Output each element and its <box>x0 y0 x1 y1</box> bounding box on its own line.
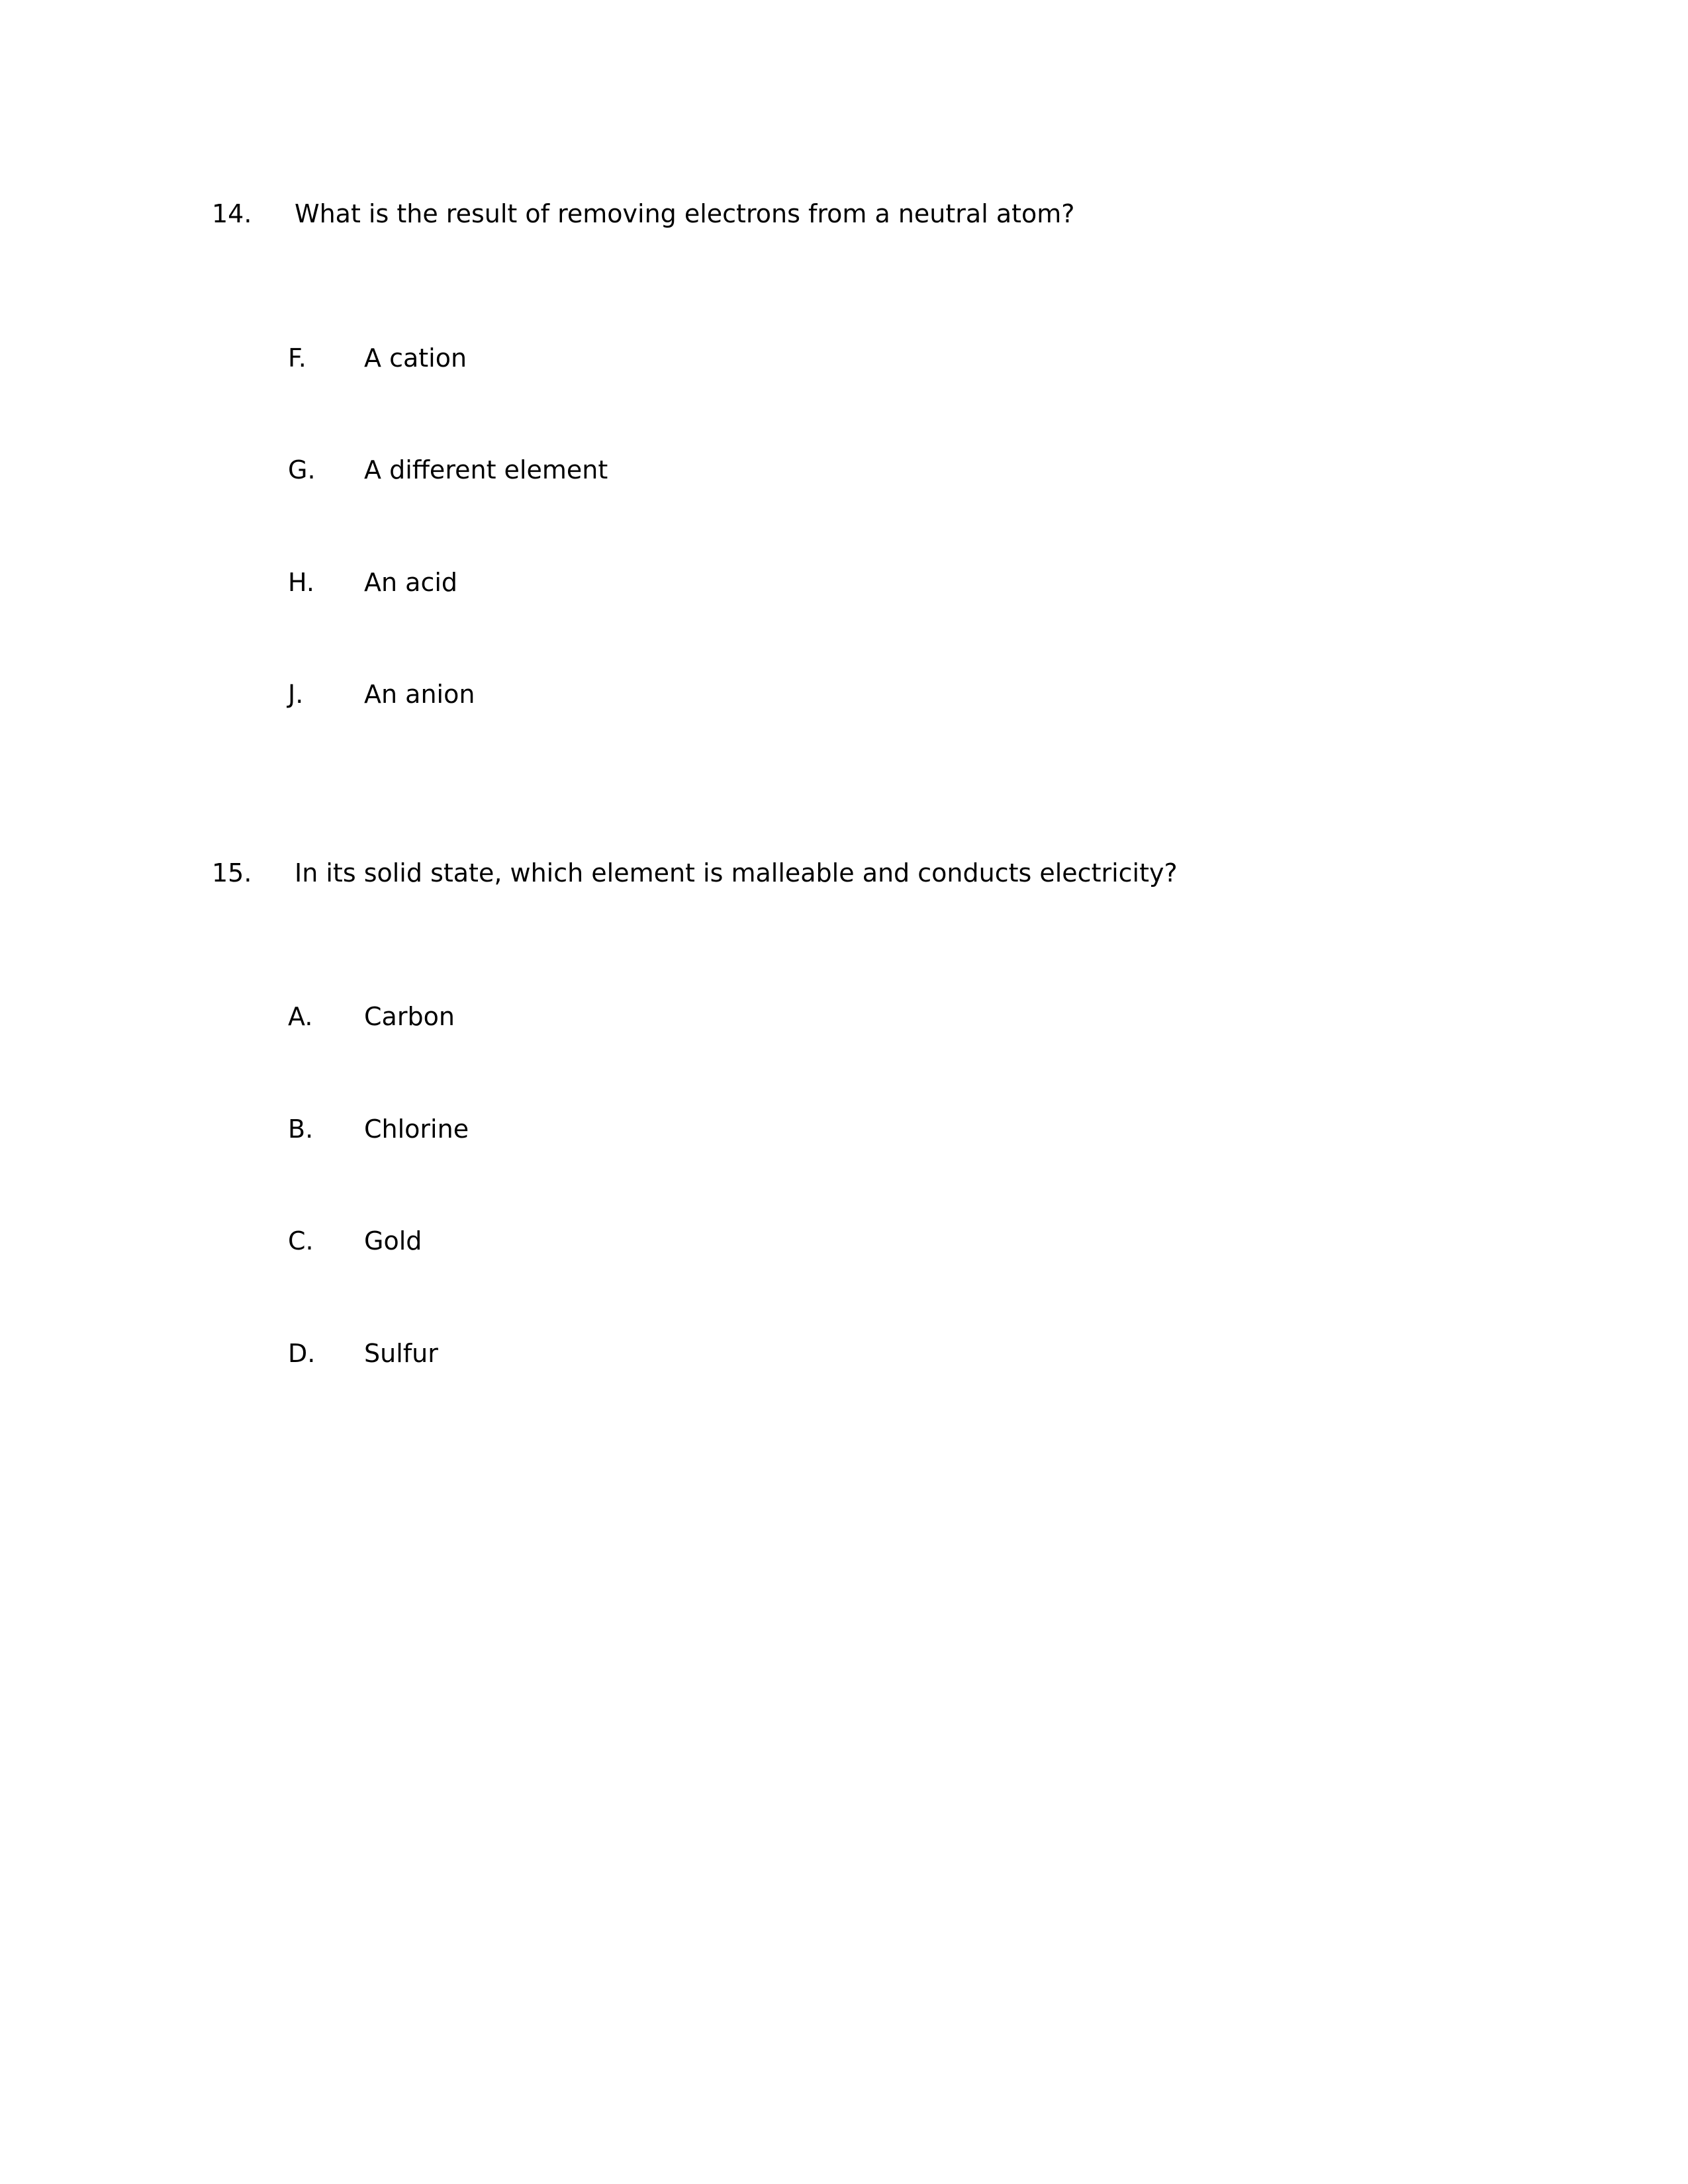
choice-letter: C. <box>288 1226 314 1255</box>
question-text: In its solid state, which element is malleable and conducts electricity? <box>295 858 1178 887</box>
answer-choices <box>212 343 1470 711</box>
question-number: 15. <box>212 858 252 887</box>
question-prompt <box>212 858 1470 889</box>
choice-text: Carbon <box>364 1002 455 1031</box>
answer-choice[interactable] <box>212 1114 1470 1146</box>
choice-text: An anion <box>364 680 475 709</box>
choice-text: Gold <box>364 1226 422 1255</box>
choice-text: A cation <box>364 343 467 373</box>
choice-text: Chlorine <box>364 1114 469 1144</box>
choice-letter: G. <box>288 455 316 484</box>
question-list <box>212 199 1470 1450</box>
question-number: 14. <box>212 199 252 228</box>
choice-text: Sulfur <box>364 1338 438 1368</box>
choice-letter: B. <box>288 1114 314 1144</box>
answer-choice[interactable] <box>212 1226 1470 1257</box>
question-text: What is the result of removing electrons from a neutral atom? <box>295 199 1075 228</box>
choice-letter: J. <box>288 680 304 709</box>
answer-choice[interactable] <box>212 343 1470 375</box>
answer-choices <box>212 1001 1470 1369</box>
choice-letter: H. <box>288 567 314 597</box>
question-prompt <box>212 199 1470 230</box>
choice-letter: A. <box>288 1002 313 1031</box>
section-spacer <box>212 792 1470 858</box>
choice-letter: F. <box>288 343 306 373</box>
choice-text: An acid <box>364 567 458 597</box>
question-item <box>212 858 1470 1370</box>
answer-choice[interactable] <box>212 567 1470 599</box>
answer-choice[interactable] <box>212 1001 1470 1033</box>
choice-letter: D. <box>288 1338 316 1368</box>
question-item <box>212 199 1470 711</box>
answer-choice[interactable] <box>212 679 1470 711</box>
answer-choice[interactable] <box>212 455 1470 486</box>
answer-choice[interactable] <box>212 1338 1470 1370</box>
choice-text: A different element <box>364 455 608 484</box>
